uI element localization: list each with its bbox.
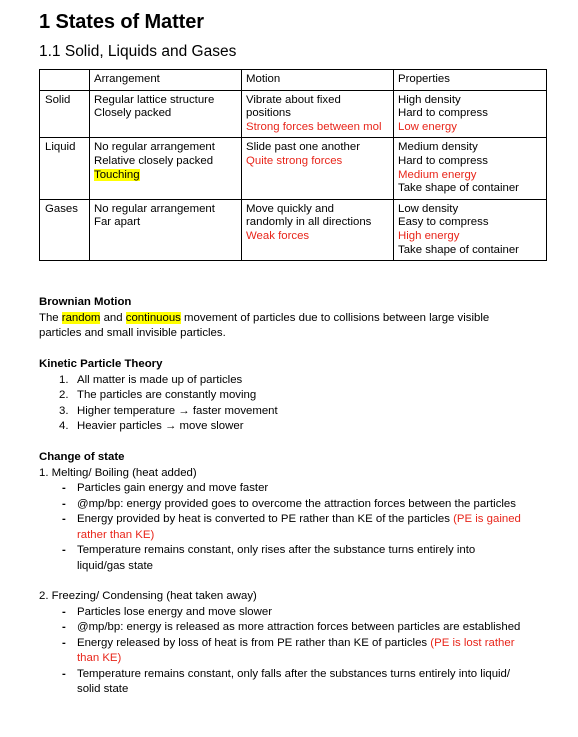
kinetic-list: [39, 373, 278, 435]
subsection-title: 1. Melting/ Boiling (heat added): [39, 466, 197, 479]
list-item-text: Energy provided by heat is converted to PE rather than KE of the particles: [77, 513, 454, 525]
cell-line: Low density: [398, 202, 459, 215]
table-cell: [394, 90, 547, 138]
list-item-text: liquid/gas state: [77, 559, 153, 572]
list-item: 1. All matter is made up of particles: [59, 373, 243, 386]
cell-line-red: Weak forces: [246, 229, 310, 242]
table-header-cell: Motion: [242, 70, 394, 91]
cell-line: Take shape of container: [398, 182, 519, 195]
list-item-text: All matter is made up of particles: [77, 373, 243, 386]
red-note: rather than KE): [77, 528, 155, 541]
subsection-title: 2. Freezing/ Condensing (heat taken away): [39, 590, 257, 602]
table-row: [40, 138, 547, 199]
red-note: than KE): [77, 652, 122, 664]
cell-line: Medium density: [398, 141, 478, 154]
cell-line: No regular arrangement: [94, 202, 215, 215]
table-cell: [242, 199, 394, 260]
cell-line: High density: [398, 93, 461, 106]
red-note: (PE is lost rather: [430, 636, 515, 649]
cell-line: Hard to compress: [398, 154, 488, 167]
kinetic-section: [39, 357, 278, 435]
list-item: 3. Higher temperature → faster movement: [59, 404, 278, 417]
cell-line: randomly in all directions: [246, 216, 372, 229]
cell-line: Take shape of container: [398, 243, 519, 256]
cell-line: Slide past one another: [246, 141, 360, 154]
cell-line: Move quickly and: [246, 202, 335, 215]
brownian-heading: Brownian Motion: [39, 296, 132, 308]
list-item: - Energy provided by heat is converted to PE rather than KE of the particles (PE is gained rather than KE): [62, 513, 521, 541]
cell-line: positions: [246, 107, 291, 120]
list-item: - Energy released by loss of heat is from PE rather than KE of particles (PE is lost rather than KE): [62, 636, 515, 664]
list-item: 4. Heavier particles → move slower: [59, 420, 244, 432]
cell-line-red: Strong forces between mol: [246, 120, 382, 133]
table-cell: [242, 138, 394, 199]
list-item-text: Temperature remains constant, only rises after the substance turns entirely into: [77, 544, 476, 556]
states-table: [39, 69, 547, 261]
list-item: - Temperature remains constant, only falls after the substances turns entirely into liquid/ solid state: [62, 667, 511, 695]
text-run: and: [100, 311, 126, 324]
change-of-state-section: [39, 450, 521, 698]
cell-line-red: Medium energy: [398, 168, 477, 181]
cell-line-red: High energy: [398, 229, 460, 242]
brownian-paragraph: [39, 311, 489, 327]
page-title: 1 States of Matter: [39, 11, 204, 33]
cell-line: No regular arrangement: [94, 141, 215, 154]
row-label: Solid: [40, 90, 90, 138]
cell-line: Relative closely packed: [94, 154, 214, 167]
melting-list: [39, 481, 521, 574]
kinetic-heading: Kinetic Particle Theory: [39, 358, 163, 370]
list-item-text: Higher temperature → faster movement: [77, 404, 278, 417]
cell-line: Easy to compress: [398, 216, 489, 229]
change-heading: Change of state: [39, 451, 125, 463]
text-run: The: [39, 311, 62, 324]
freezing-list: [39, 605, 521, 698]
cell-line-red: Quite strong forces: [246, 154, 343, 167]
brownian-paragraph-line: particles and small invisible particles.: [39, 327, 226, 339]
brownian-section: [39, 295, 489, 342]
list-item-text: Particles gain energy and move faster: [77, 482, 269, 494]
highlighted-text: Touching: [94, 168, 140, 181]
list-item: - @mp/bp: energy is released as more attraction forces between particles are established: [62, 621, 521, 633]
section-heading: 1.1 Solid, Liquids and Gases: [39, 43, 237, 60]
list-item-text: Energy released by loss of heat is from PE rather than KE of particles: [77, 636, 431, 649]
list-item: - Temperature remains constant, only rises after the substance turns entirely into liquid/gas state: [62, 544, 476, 572]
table-cell: [242, 90, 394, 138]
table-header-cell: Arrangement: [90, 70, 242, 91]
list-item: - @mp/bp: energy provided goes to overcome the attraction forces between the particles: [62, 497, 516, 510]
red-note: (PE is gained: [453, 513, 521, 525]
table-cell: [90, 199, 242, 260]
table-corner-cell: [40, 70, 90, 91]
list-item: - Particles lose energy and move slower: [62, 605, 272, 618]
table-header-cell: Properties: [394, 70, 547, 91]
text-run: movement of particles due to collisions between large visible: [180, 311, 490, 324]
table-cell: [90, 138, 242, 199]
table-cell: [394, 199, 547, 260]
list-item-text: The particles are constantly moving: [77, 389, 257, 401]
list-item-text: Temperature remains constant, only falls after the substances turns entirely into liquid/: [77, 667, 511, 680]
table-row: [40, 199, 547, 260]
list-item-text: @mp/bp: energy provided goes to overcome the attraction forces between the particles: [77, 497, 516, 510]
table-cell: [90, 90, 242, 138]
cell-line: Vibrate about fixed: [246, 93, 341, 106]
list-item-text: Heavier particles → move slower: [77, 420, 244, 432]
list-item-text: @mp/bp: energy is released as more attraction forces between particles are established: [77, 621, 521, 633]
row-label: Liquid: [40, 138, 90, 199]
cell-line-red: Low energy: [398, 120, 457, 133]
list-item: 2. The particles are constantly moving: [59, 389, 257, 401]
cell-line: Far apart: [94, 216, 141, 229]
list-item-text: solid state: [77, 683, 129, 695]
table-header-row: [40, 70, 547, 91]
highlighted-text: continuous: [125, 311, 181, 324]
highlighted-text: random: [61, 311, 101, 324]
list-item: - Particles gain energy and move faster: [62, 482, 269, 494]
row-label: Gases: [40, 199, 90, 260]
cell-line: Closely packed: [94, 107, 172, 120]
cell-line: Hard to compress: [398, 107, 488, 120]
cell-line: Regular lattice structure: [94, 93, 215, 106]
table-cell: [394, 138, 547, 199]
list-item-text: Particles lose energy and move slower: [77, 605, 272, 618]
table-row: [40, 90, 547, 138]
